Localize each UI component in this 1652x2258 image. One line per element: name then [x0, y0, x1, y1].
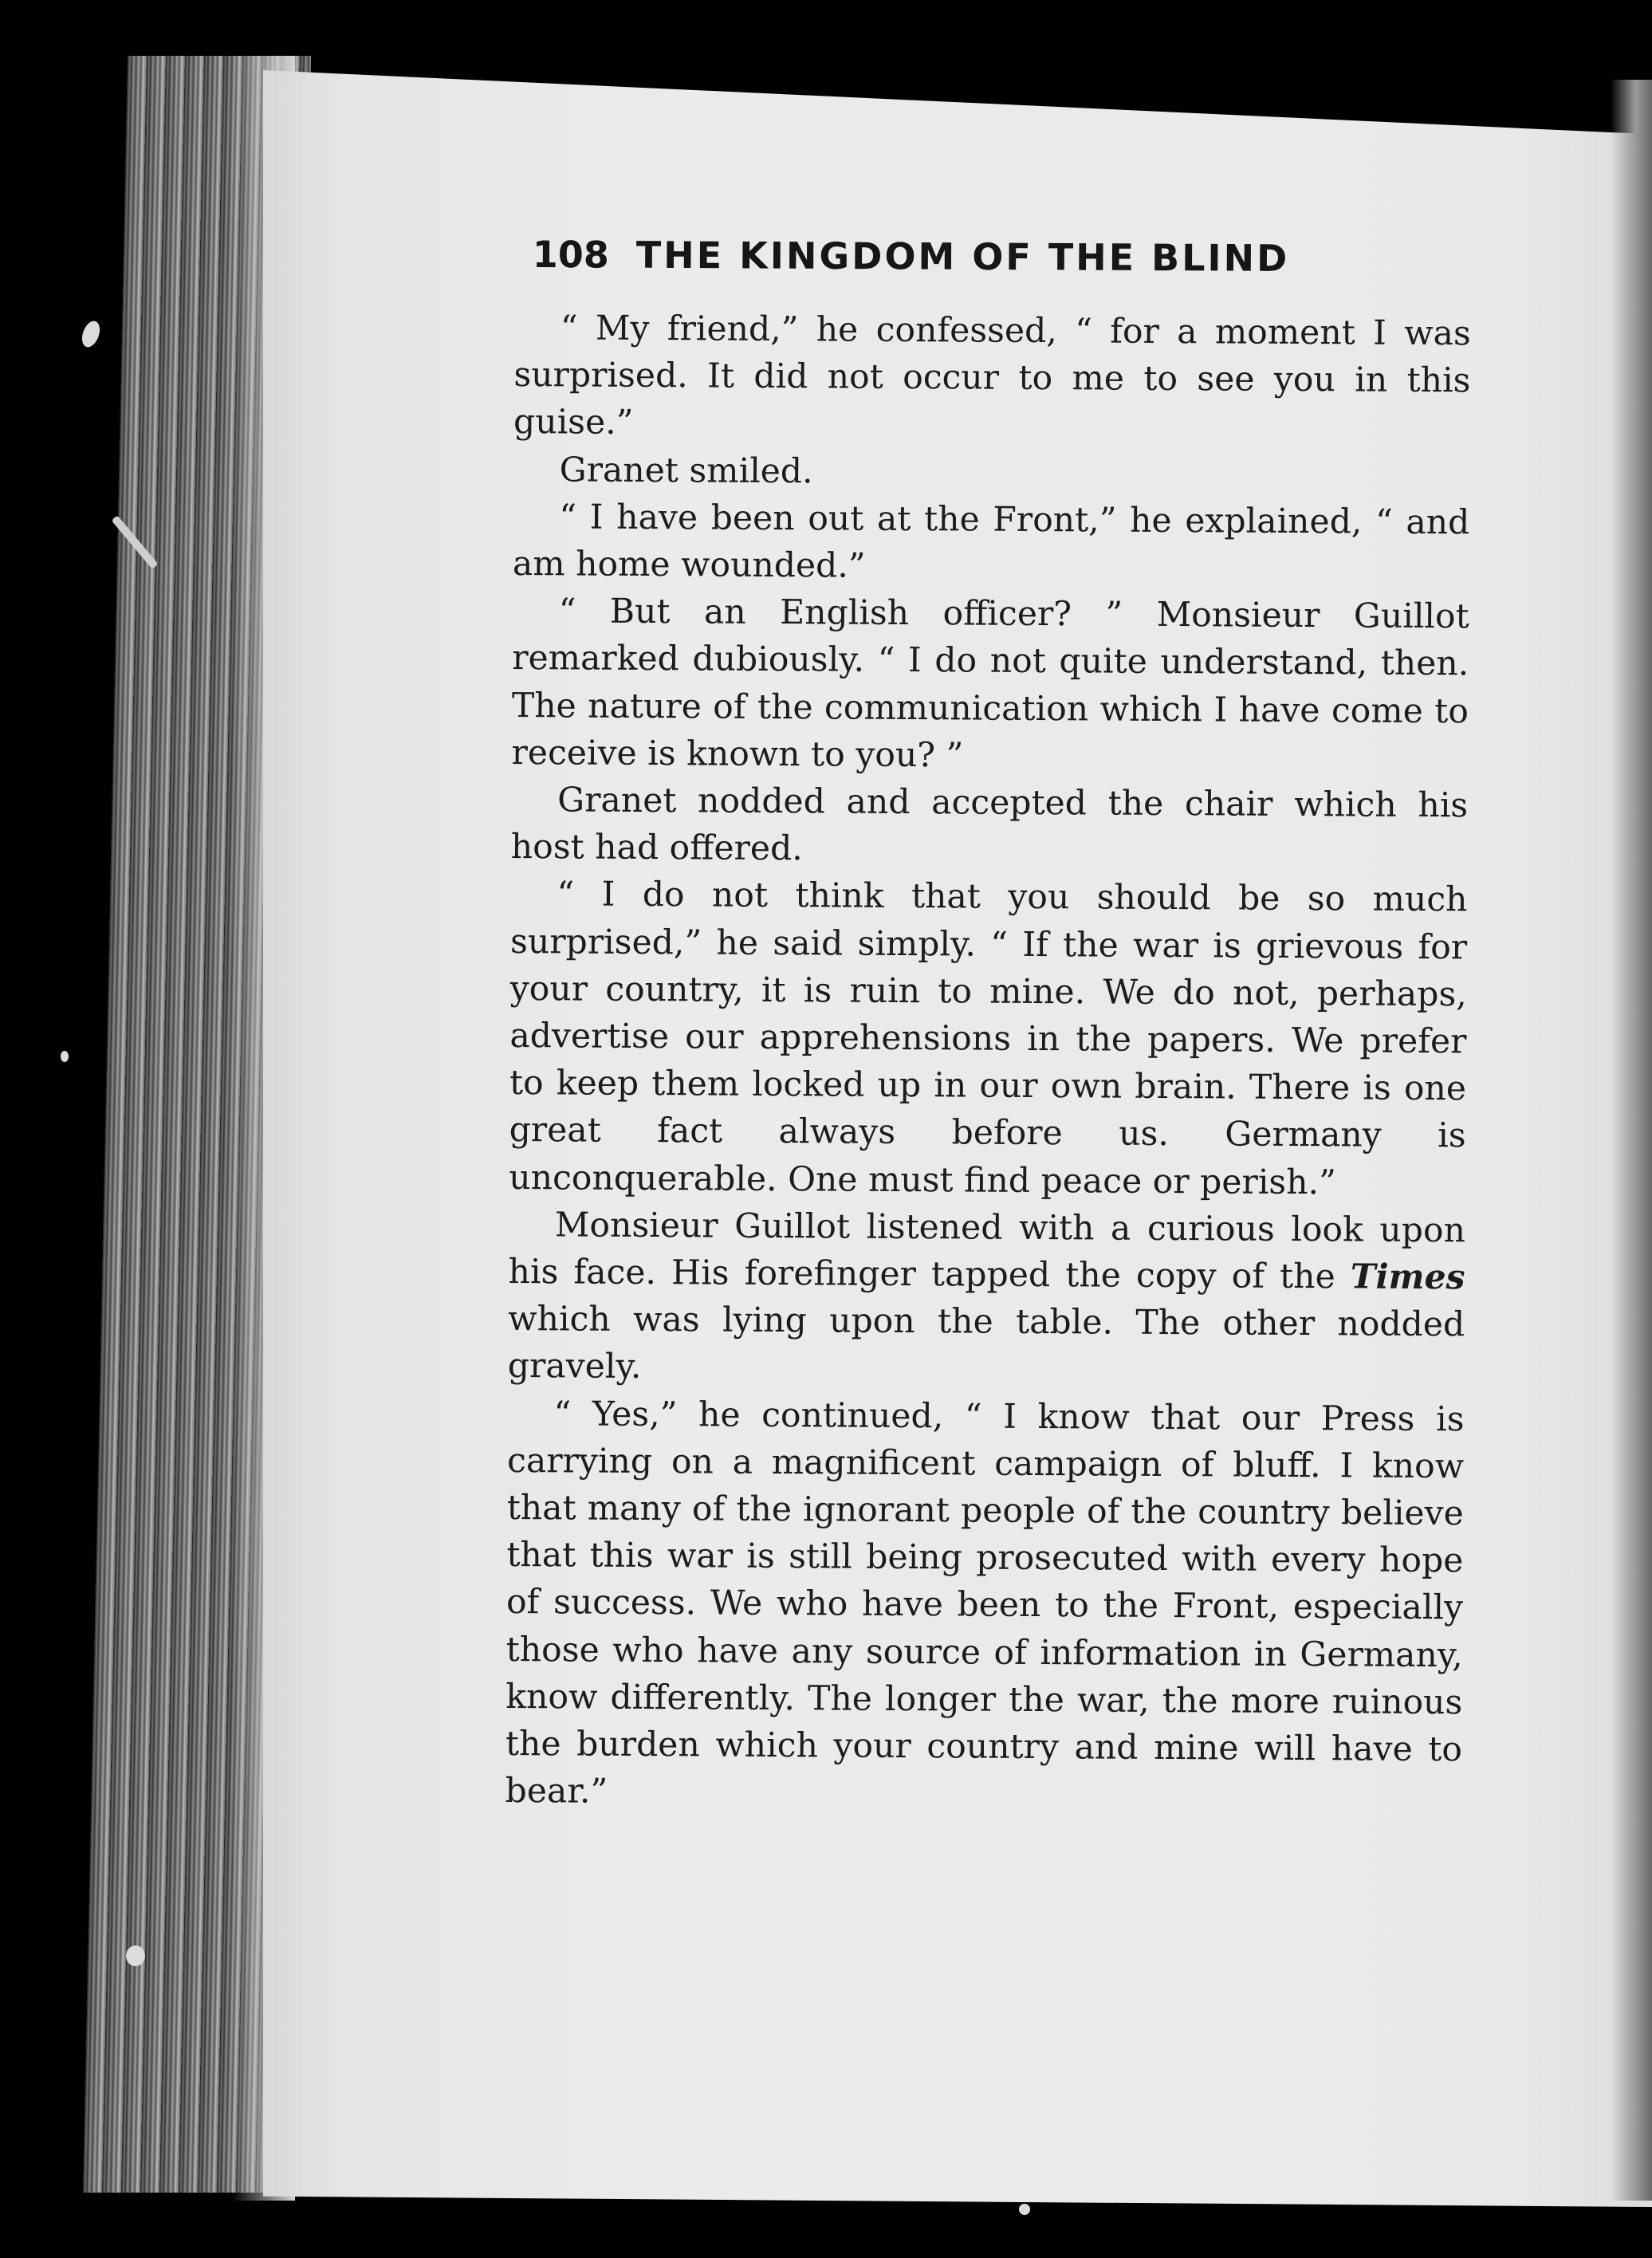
- paragraph-text: which was lying upon the table. The other nodded gravely.: [507, 1300, 1465, 1387]
- page-number: 108: [532, 233, 610, 277]
- running-title: THE KINGDOM OF THE BLIND: [635, 233, 1290, 280]
- scan-speck: [79, 319, 103, 350]
- scan-speck: [1019, 2204, 1030, 2215]
- scan-speck: [61, 1051, 69, 1062]
- paragraph: Granet smiled.: [559, 450, 813, 491]
- page-body-text: [505, 305, 1471, 1821]
- paragraph: [508, 1202, 1465, 1396]
- paragraph: “ I have been out at the Front,” he explained, “ and am home wounded.”: [512, 498, 1470, 586]
- page-right-shadow: [1611, 80, 1652, 2201]
- paragraph: “ But an English officer? ” Monsieur Guillot remarked dubiously. “ I do not quite understand, then. The nature of the communication which I have come to receive is known to you? ”: [511, 592, 1469, 776]
- paragraph: “ My friend,” he confessed, “ for a moment I was surprised. It did not occur to me to see you in this guise.”: [513, 309, 1471, 443]
- italic-title-times: Times: [1350, 1257, 1465, 1298]
- paragraph-text: Monsieur Guillot listened with a curious look upon his face. His forefinger tapped the copy of the: [508, 1206, 1466, 1297]
- paragraph: “ I do not think that you should be so much surprised,” he said simply. “ If the war is grievous for your country, it is ruin to mine. We do not, perhaps, advertise our apprehensions in the papers. We prefer to keep them locked up in our own brain. There is one great fact always before us. Germany is unconquerable. One must find peace or perish.”: [509, 875, 1468, 1202]
- paragraph: Granet nodded and accepted the chair which his host had offered.: [510, 781, 1469, 869]
- paragraph: “ Yes,” he continued, “ I know that our Press is carrying on a magnificent campaign of bluff. I know that many of the ignorant people of the country believe that this war is still being prosecuted with every hope of success. We who have been to the Front, especially those who have any source of information in Germany, know differently. The longer the war, the more ruinous the burden which your country and mine will have to bear.”: [505, 1395, 1465, 1812]
- running-header: [533, 233, 1378, 281]
- scan-speck: [126, 1945, 145, 1966]
